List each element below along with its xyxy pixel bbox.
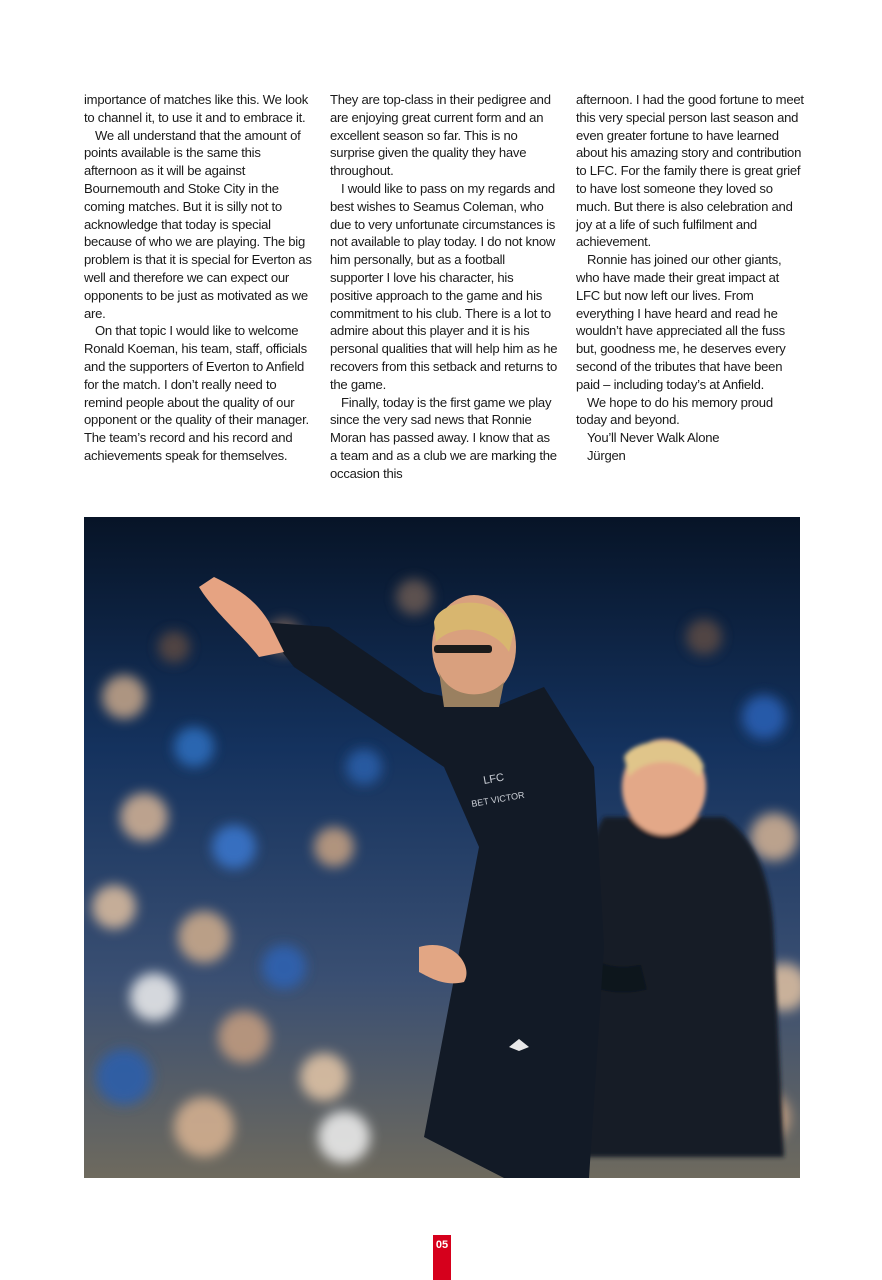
paragraph: Finally, today is the first game we play since the very sad news that Ronnie Moran has passed away. I know that as a team and as a club we are marking the occasion this	[330, 394, 557, 481]
article-column-3	[576, 91, 804, 465]
paragraph: We hope to do his memory proud today and beyond.	[576, 394, 773, 428]
paragraph: importance of matches like this. We look to channel it, to use it and to embrace it.	[84, 92, 309, 125]
article-column-1	[84, 91, 312, 465]
photo-illustration	[84, 517, 800, 1178]
article-column-2	[330, 91, 558, 483]
paragraph: I would like to pass on my regards and best wishes to Seamus Coleman, who due to very unfortunate circumstances is not available to play today. I do not know him personally, but as a football supporter I love his character, his positive approach to the game and his commitment to his club. There is a lot to admire about this player and it is his personal qualities that will help him as he recovers from this setback and returns to the game.	[330, 180, 558, 392]
paragraph: afternoon. I had the good fortune to meet this very special person last season and even greater fortune to have learned about his amazing story and contribution to LFC. For the family there is great grief to have lost someone they loved so much. But there is also celebration and joy at a life of such fulfilment and achievement.	[576, 92, 804, 250]
match-photo	[84, 517, 800, 1178]
paragraph: We all understand that the amount of points available is the same this afternoon as it will be against Bournemouth and Stoke City in the coming matches. But it is silly not to acknowledge that today is special because of who we are playing. The big problem is that it is special for Everton as well and therefore we can expect our opponents to be just as motivated as we are.	[84, 127, 312, 321]
jacket-crest: LFC	[482, 771, 505, 787]
page-number: 05	[433, 1235, 451, 1280]
paragraph: Jürgen	[587, 447, 626, 463]
jacket-sponsor: BET VICTOR	[470, 789, 526, 809]
paragraph: Ronnie has joined our other giants, who have made their great impact at LFC but now left our lives. From everything I have heard and read he wouldn’t have appreciated all the fuss but, goodness me, he deserves every second of the tributes that have been paid – including today’s at Anfield.	[576, 252, 786, 392]
paragraph: On that topic I would like to welcome Ronald Koeman, his team, staff, officials and the supporters of Everton to Anfield for the match. I don’t really need to remind people about the quality of our opponent or the quality of their manager. The team’s record and his record and achievements speak for themselves.	[84, 323, 309, 463]
paragraph: They are top-class in their pedigree and are enjoying great current form and an excellent season so far. This is no surprise given the quality they have throughout.	[330, 92, 551, 179]
paragraph: You’ll Never Walk Alone	[587, 430, 720, 446]
